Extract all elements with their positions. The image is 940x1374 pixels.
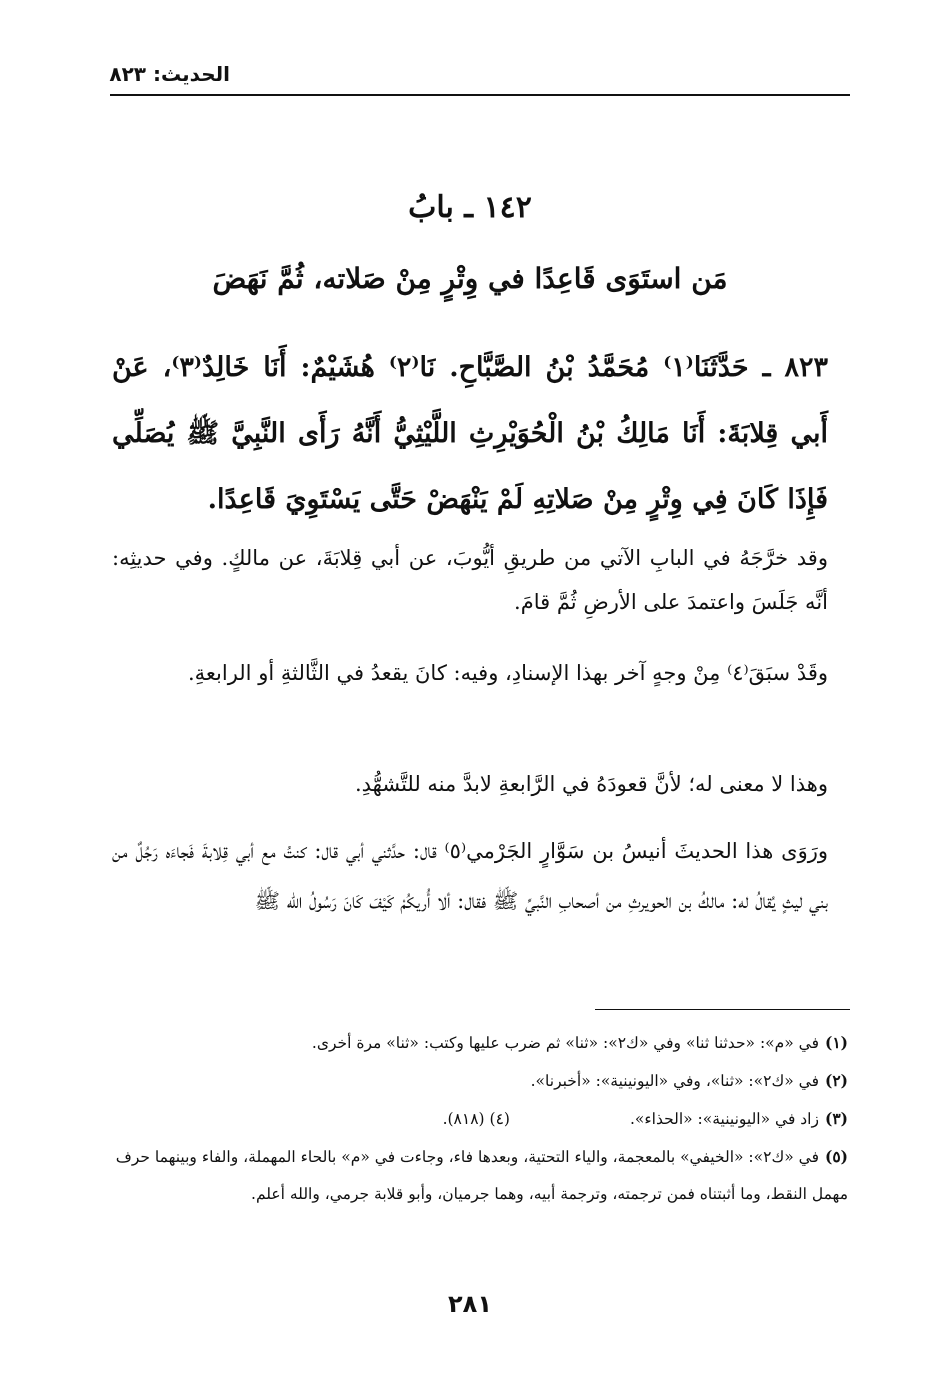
footnote-number: (٣) xyxy=(824,1109,848,1128)
running-header: الحديث: ٨٢٣ xyxy=(109,62,230,86)
commentary-paragraph-1: وقد خرَّجَهُ في البابِ الآتي من طريقِ أيُّوبَ، عن أبي قِلابَةَ، عن مالكٍ. وفي حديثِه: أنَّه جَلَسَ واعتمدَ على الأرضِ ثُمَّ قامَ. xyxy=(112,546,828,614)
hadith-text: ٨٢٣ ـ حَدَّثَنَا⁽١⁾ مُحَمَّدُ بْنُ الصَّبَّاحِ. نَا⁽٢⁾ هُشَيْمٌ: أَنَا خَالِدٌ⁽٣⁾، عَنْ أَبي قِلابَةَ: أَنَا مَالِكُ بْنُ الْحُوَيْرِثِ اللَّيْثِيُّ أَنَّهُ رَأَى النَّبِيَّ ﷺ يُصَلِّي فَإِذَا كَانَ فِي وِتْرٍ مِنْ صَلاتِهِ لَمْ يَنْهَضْ حَتَّى يَسْتَوِيَ قَاعِدًا. xyxy=(112,352,828,515)
footnote-number: (١) xyxy=(824,1033,848,1052)
footnote-5 xyxy=(112,1138,848,1213)
footnote-4: (٤) (٨١٨). xyxy=(442,1110,510,1128)
footnote-3 xyxy=(112,1100,848,1138)
footnote-text: زاد في «اليونينية»: «الحذاء». xyxy=(629,1110,819,1128)
footnote-1 xyxy=(112,1024,848,1062)
header-rule xyxy=(110,94,850,96)
chapter-title: مَن استَوَى قَاعِدًا في وِتْرٍ مِنْ صَلاته، ثُمَّ نَهَضَ xyxy=(212,262,728,295)
commentary-paragraph-4: ورَوَى هذا الحديثَ أنيسُ بن سَوَّارٍ الجَرْمي⁽٥⁾ قال: حدَّثني أبي قال: كنتُ مع أبي قِلابةَ فَجاءَه رَجُلٌ من بني ليثٍ يُقالُ له: مالكُ بن الحويرثِ من أصحابِ النَّبيِّ ﷺ فقال: ألا أُريكُمْ كَيْفَ كَانَ رَسُولُ الله ﷺ xyxy=(112,839,828,913)
footnote-2 xyxy=(112,1062,848,1100)
footnotes xyxy=(112,1024,848,1213)
footnote-text: في «م»: «حدثنا ثنا» وفي «ك٢»: «ثنا» ثم ضرب عليها وكتب: «ثنا» مرة أخرى. xyxy=(311,1034,819,1052)
commentary-paragraph-2: وقَدْ سبَقَ⁽٤⁾ مِنْ وجهٍ آخر بهذا الإسنادِ، وفيه: كانَ يقعدُ في الثَّالثةِ أو الرابعةِ. xyxy=(187,661,828,685)
commentary-paragraph-3: وهذا لا معنى له؛ لأنَّ قعودَهُ في الرَّابعةِ لابدَّ منه للتَّشهُّدِ. xyxy=(354,772,828,796)
page-number: ٢٨١ xyxy=(448,1290,492,1318)
footnote-text: في «ك٢»: «الخيفي» بالمعجمة، والياء التحتية، وبعدها فاء، وجاءت في «م» بالحاء المهملة، والفاء وبينهما حرف مهمل النقط، وما أثبتناه فمن ترجمته، وترجمة أبيه، وهما جرميان، وأبو قلابة جرمي، والله أعلم. xyxy=(115,1148,848,1203)
footnote-separator xyxy=(595,1009,850,1010)
footnote-text: في «ك٢»: «ثنا»، وفي «اليونينية»: «أخبرنا». xyxy=(530,1072,819,1090)
footnote-number: (٥) xyxy=(824,1147,848,1166)
chapter-number: ١٤٢ ـ بابُ xyxy=(408,190,532,225)
footnote-number: (٢) xyxy=(824,1071,848,1090)
